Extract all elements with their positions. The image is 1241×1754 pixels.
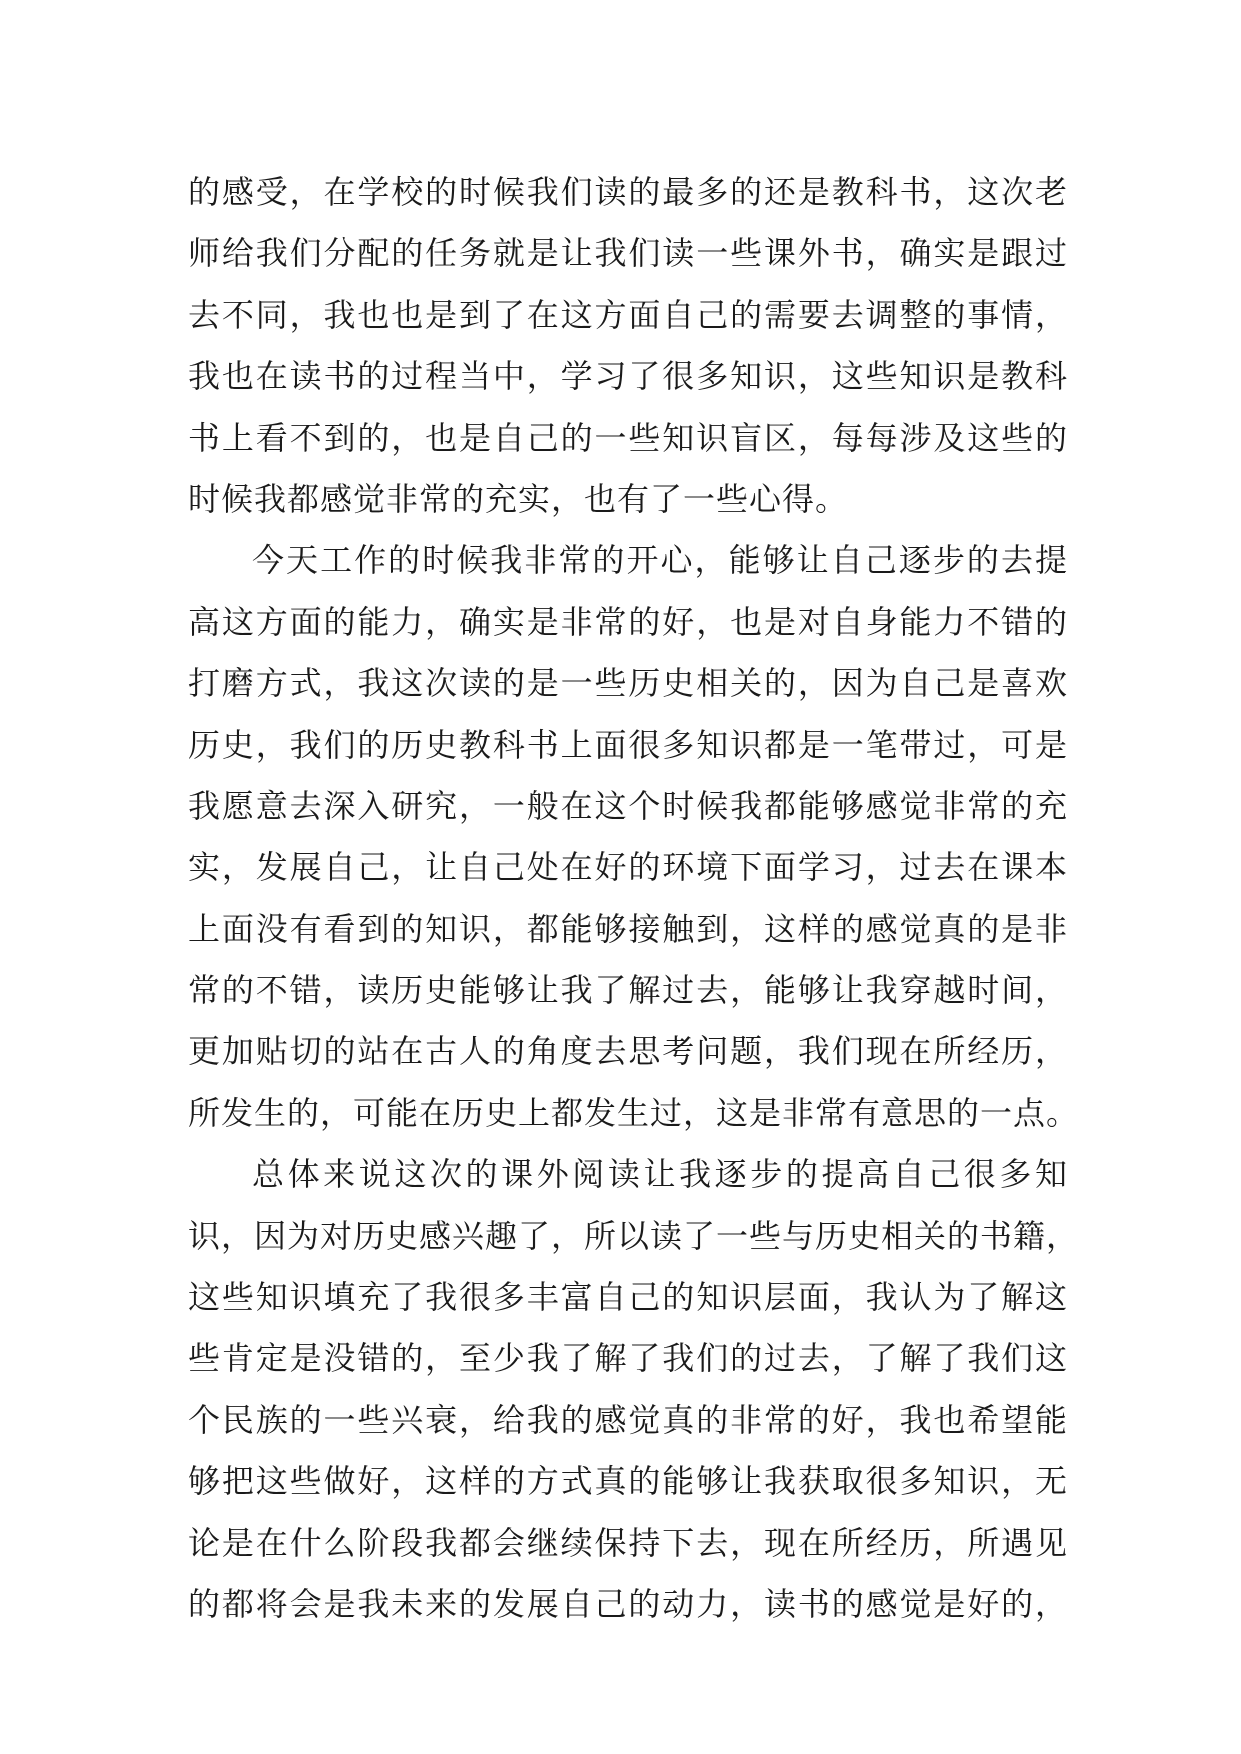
text-line: 的都将会是我未来的发展自己的动力，读书的感觉是好的，: [188, 1584, 1068, 1623]
text-line: 些肯定是没错的，至少我了解了我们的过去，了解了我们这: [188, 1339, 1068, 1378]
text-line: 我也在读书的过程当中，学习了很多知识，这些知识是教科: [188, 357, 1068, 396]
text-line: 够把这些做好，这样的方式真的能够让我获取很多知识，无: [188, 1462, 1068, 1501]
text-line: 论是在什么阶段我都会继续保持下去，现在所经历，所遇见: [188, 1523, 1068, 1562]
text-line: 个民族的一些兴衰，给我的感觉真的非常的好，我也希望能: [188, 1400, 1068, 1439]
body-text: [188, 162, 1080, 1635]
text-line: 书上看不到的，也是自己的一些知识盲区，每每涉及这些的: [188, 418, 1068, 457]
text-line: 实，发展自己，让自己处在好的环境下面学习，过去在课本: [188, 848, 1068, 887]
text-line: 师给我们分配的任务就是让我们读一些课外书，确实是跟过: [188, 234, 1068, 273]
text-line: 时候我都感觉非常的充实，也有了一些心得。: [188, 479, 849, 518]
text-line: 去不同，我也也是到了在这方面自己的需要去调整的事情，: [188, 295, 1068, 334]
text-line: 更加贴切的站在古人的角度去思考问题，我们现在所经历，: [188, 1032, 1068, 1071]
text-line: 常的不错，读历史能够让我了解过去，能够让我穿越时间，: [188, 971, 1068, 1010]
text-line: 总体来说这次的课外阅读让我逐步的提高自己很多知: [252, 1155, 1068, 1194]
text-line: 打磨方式，我这次读的是一些历史相关的，因为自己是喜欢: [188, 664, 1068, 703]
text-line: 高这方面的能力，确实是非常的好，也是对自身能力不错的: [188, 602, 1068, 641]
text-line: 这些知识填充了我很多丰富自己的知识层面，我认为了解这: [188, 1278, 1068, 1317]
text-line: 识，因为对历史感兴趣了，所以读了一些与历史相关的书籍，: [188, 1216, 1080, 1255]
text-line: 所发生的，可能在历史上都发生过，这是非常有意思的一点。: [188, 1093, 1080, 1132]
text-line: 的感受，在学校的时候我们读的最多的还是教科书，这次老: [188, 173, 1068, 211]
text-line: 今天工作的时候我非常的开心，能够让自己逐步的去提: [252, 541, 1068, 580]
text-line: 我愿意去深入研究，一般在这个时候我都能够感觉非常的充: [188, 786, 1068, 825]
text-line: 历史，我们的历史教科书上面很多知识都是一笔带过，可是: [188, 725, 1068, 764]
text-line: 上面没有看到的知识，都能够接触到，这样的感觉真的是非: [188, 909, 1068, 948]
